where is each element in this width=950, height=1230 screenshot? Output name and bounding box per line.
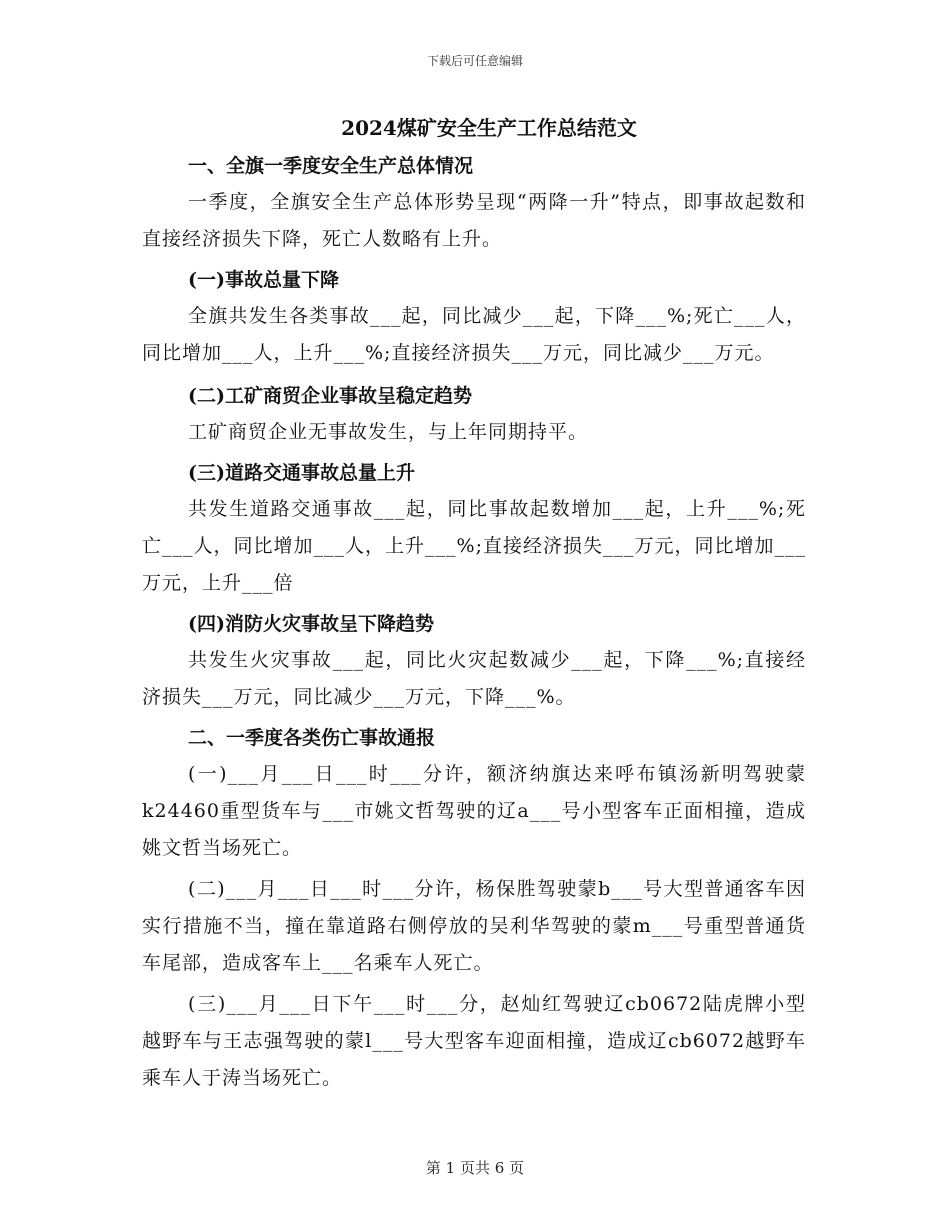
paragraph: (三)___月___日下午___时___分，赵灿红驾驶辽cb0672陆虎牌小型越野车与王志强驾驶的蒙l___号大型客车迎面相撞，造成辽cb6072越野车乘车人于涛当场死亡。 — [142, 993, 806, 1089]
paragraph: (二)___月___日___时___分许，杨保胜驾驶蒙b___号大型普通客车因实行措施不当，撞在靠道路右侧停放的吴利华驾驶的蒙m___号重型普通货车尾部，造成客车上___名乘车人死亡。 — [142, 878, 806, 974]
section-heading: 二、一季度各类伤亡事故通报 — [188, 727, 436, 749]
paragraph: 共发生火灾事故___起，同比火灾起数减少___起，下降___%;直接经济损失___万元，同比减少___万元，下降___%。 — [142, 649, 806, 708]
paragraph: 全旗共发生各类事故___起，同比减少___起，下降___%;死亡___人，同比增加___人，上升___%;直接经济损失___万元，同比减少___万元。 — [142, 305, 806, 364]
page-header: 下载后可任意编辑 — [426, 54, 523, 68]
section-heading: (四)消防火灾事故呈下降趋势 — [188, 613, 434, 635]
section-heading: (一)事故总量下降 — [188, 269, 339, 291]
section-heading: 一、全旗一季度安全生产总体情况 — [188, 155, 474, 177]
page-footer: 第 1 页共 6 页 — [425, 1159, 525, 1177]
paragraph: 工矿商贸企业无事故发生，与上年同期持平。 — [188, 421, 589, 443]
paragraph: 一季度，全旗安全生产总体形势呈现“两降一升”特点，即事故起数和直接经济损失下降，死亡人数略有上升。 — [142, 191, 806, 250]
section-heading: (二)工矿商贸企业事故呈稳定趋势 — [188, 385, 472, 407]
section-heading: (三)道路交通事故总量上升 — [188, 462, 415, 484]
paragraph: (一)___月___日___时___分许，额济纳旗达来呼布镇汤新明驾驶蒙k24460重型货车与___市姚文哲驾驶的辽a___号小型客车正面相撞，造成姚文哲当场死亡。 — [142, 763, 806, 859]
document-title: 2024煤矿安全生产工作总结范文 — [341, 116, 637, 140]
document-body — [142, 112, 806, 1097]
paragraph: 共发生道路交通事故___起，同比事故起数增加___起，上升___%;死亡___人，同比增加___人，上升___%;直接经济损失___万元，同比增加___万元，上升___倍 — [142, 498, 806, 594]
